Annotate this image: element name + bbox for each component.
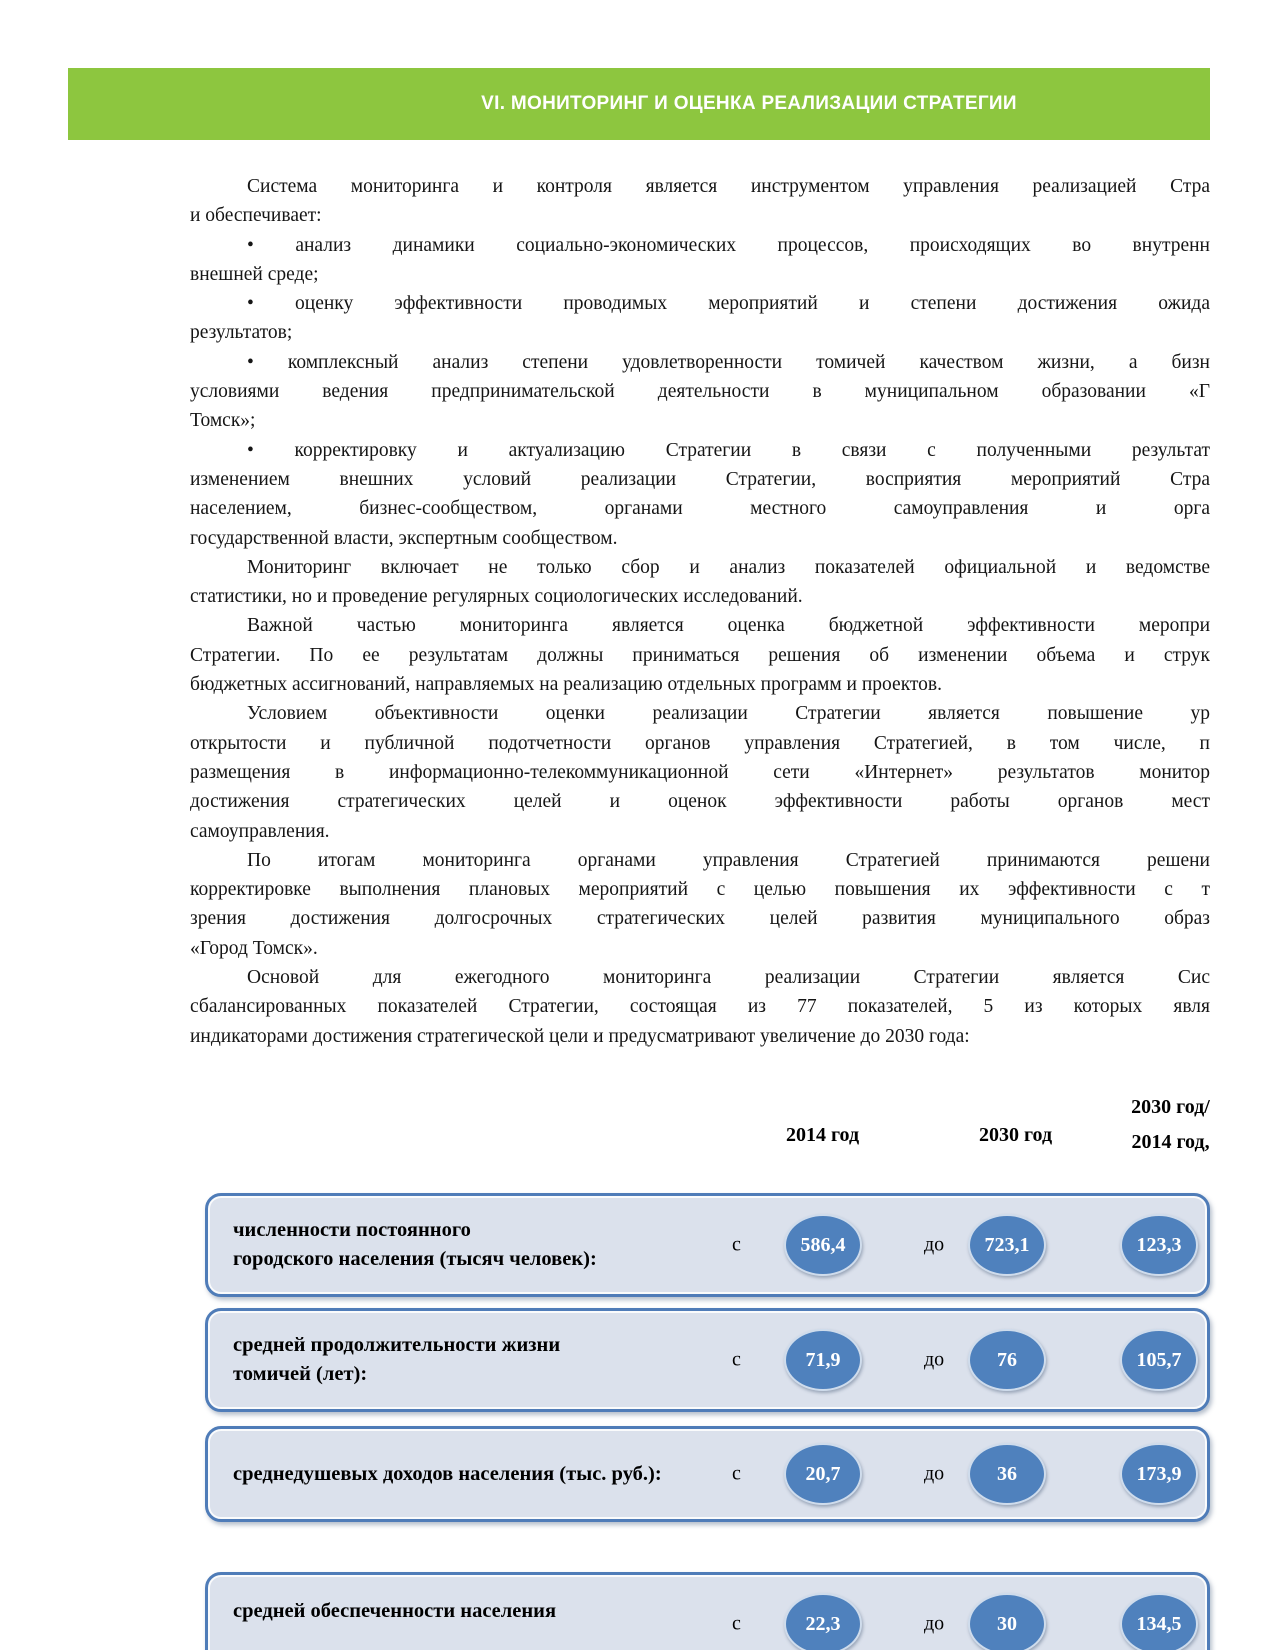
to-word: до: [924, 1233, 945, 1256]
text-line: зрения достижения долгосрочных стратегических целей развития муниципального образ: [190, 908, 1210, 930]
to-word: до: [924, 1612, 945, 1635]
ratio-circle: 134,5: [1120, 1593, 1198, 1650]
ratio-circle: 105,7: [1120, 1329, 1198, 1391]
text-line: Система мониторинга и контроля является инструментом управления реализацией Стра: [247, 176, 1210, 197]
indicator-label-line: городского населения (тысяч человек):: [233, 1248, 597, 1270]
text-line: населением, бизнес-сообществом, органами местного самоуправления и орга: [190, 498, 1210, 520]
paragraph: [190, 611, 1210, 699]
paragraph: [190, 846, 1210, 963]
to-word: до: [924, 1462, 945, 1485]
text-line: размещения в информационно-телекоммуникационной сети «Интернет» результатов монитор: [190, 761, 1210, 783]
value-2014-circle: 586,4: [784, 1214, 862, 1276]
paragraph: [190, 699, 1210, 845]
text-line: бюджетных ассигнований, направляемых на реализацию отдельных программ и проектов.: [190, 674, 943, 696]
text-line: и обеспечивает:: [190, 205, 322, 227]
value-2030-circle: 36: [968, 1443, 1046, 1505]
text-line: Стратегии. По ее результатам должны приниматься решения об изменении объема и струк: [190, 644, 1210, 666]
column-header-2030: 2030 год: [978, 1124, 1053, 1146]
value-2014-circle: 20,7: [784, 1443, 862, 1505]
text-line: • анализ динамики социально-экономических процессов, происходящих во внутренн: [247, 234, 1210, 256]
column-header-ratio-line2: 2014 год,: [1131, 1131, 1210, 1153]
indicator-row: [205, 1426, 1210, 1522]
text-line: • оценку эффективности проводимых мероприятий и степени достижения ожида: [247, 293, 1210, 315]
indicator-label-line: среднедушевых доходов населения (тыс. руб.):: [233, 1462, 662, 1485]
indicator-label-line: средней обеспеченности населения: [233, 1600, 557, 1622]
section-title: VI. МОНИТОРИНГ И ОЦЕНКА РЕАЛИЗАЦИИ СТРАТЕГИИ: [481, 93, 1017, 114]
indicator-label: [233, 1429, 662, 1519]
text-line: условиями ведения предпринимательской деятельности в муниципальном образовании «Г: [190, 381, 1210, 403]
text-line: Условием объективности оценки реализации Стратегии является повышение ур: [247, 703, 1210, 725]
from-word: с: [732, 1233, 741, 1256]
text-line: • корректировку и актуализацию Стратегии в связи с полученными результат: [247, 439, 1210, 461]
ratio-circle: 173,9: [1120, 1443, 1198, 1505]
value-2030-circle: 723,1: [968, 1214, 1046, 1276]
indicator-label: [233, 1196, 597, 1294]
text-line: результатов;: [190, 322, 293, 344]
value-2030-circle: 30: [968, 1593, 1046, 1650]
text-line: внешней среде;: [190, 263, 319, 285]
indicator-row: [205, 1193, 1210, 1297]
paragraph: [190, 436, 1210, 553]
text-line: • комплексный анализ степени удовлетворенности томичей качеством жизни, а бизн: [247, 351, 1210, 373]
text-line: Томск»;: [190, 410, 256, 432]
body-text: [190, 172, 1210, 1051]
text-line: Основой для ежегодного мониторинга реализации Стратегии является Сис: [247, 967, 1210, 989]
paragraph: [190, 231, 1210, 290]
text-line: достижения стратегических целей и оценок эффективности работы органов мест: [190, 791, 1210, 813]
indicator-label: [233, 1311, 560, 1409]
text-line: «Город Томск».: [190, 937, 318, 959]
column-header-2014: 2014 год: [785, 1124, 860, 1146]
indicator-row: [205, 1308, 1210, 1412]
text-line: Важной частью мониторинга является оценка бюджетной эффективности меропри: [247, 615, 1210, 637]
paragraph: [190, 172, 1210, 231]
text-line: сбалансированных показателей Стратегии, состоящая из 77 показателей, 5 из которых явля: [190, 996, 1210, 1018]
column-header-ratio: [1098, 1090, 1243, 1160]
from-word: с: [732, 1612, 741, 1635]
indicator-label-line: численности постоянного: [233, 1219, 471, 1241]
text-line: индикаторами достижения стратегической цели и предусматривают увеличение до 2030 года:: [190, 1025, 970, 1047]
indicator-row: [205, 1572, 1210, 1650]
text-line: статистики, но и проведение регулярных социологических исследований.: [190, 586, 803, 608]
paragraph: [190, 348, 1210, 436]
value-2014-circle: 22,3: [784, 1593, 862, 1650]
from-word: с: [732, 1348, 741, 1371]
section-header-bar: [68, 68, 1210, 140]
to-word: до: [924, 1348, 945, 1371]
text-line: государственной власти, экспертным сообществом.: [190, 527, 618, 549]
from-word: с: [732, 1462, 741, 1485]
text-line: изменением внешних условий реализации Стратегии, восприятия мероприятий Стра: [190, 468, 1210, 490]
text-line: самоуправления.: [190, 820, 330, 842]
column-header-ratio-line1: 2030 год/: [1131, 1096, 1210, 1118]
paragraph: [190, 289, 1210, 348]
text-line: открытости и публичной подотчетности органов управления Стратегией, в том числе, п: [190, 732, 1210, 754]
text-line: Мониторинг включает не только сбор и анализ показателей официальной и ведомстве: [247, 556, 1210, 578]
indicator-label-line: средней продолжительности жизни: [233, 1334, 561, 1356]
indicator-label-line: томичей (лет):: [233, 1363, 368, 1385]
paragraph: [190, 553, 1210, 612]
paragraph: [190, 963, 1210, 1051]
text-line: корректировке выполнения плановых мероприятий с целью повышения их эффективности с т: [190, 879, 1210, 901]
ratio-circle: 123,3: [1120, 1214, 1198, 1276]
value-2030-circle: 76: [968, 1329, 1046, 1391]
value-2014-circle: 71,9: [784, 1329, 862, 1391]
indicator-label: [233, 1575, 556, 1650]
text-line: По итогам мониторинга органами управления Стратегией принимаются решени: [247, 849, 1210, 871]
